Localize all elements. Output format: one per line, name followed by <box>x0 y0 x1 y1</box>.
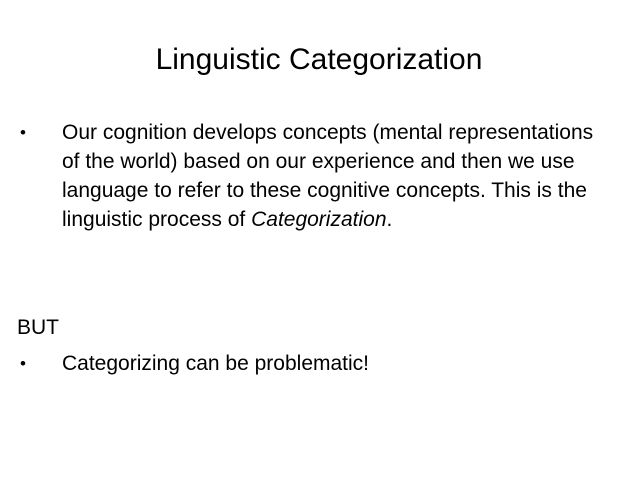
bullet-1-emphasis: Categorization <box>251 208 387 231</box>
bullet-item-1 <box>20 118 610 234</box>
bullet-item-2 <box>20 349 610 378</box>
bullet-text-1 <box>62 118 610 234</box>
slide-title: Linguistic Categorization <box>155 43 483 76</box>
bullet-1-text-before: Our cognition develops concepts (mental representations of the world) based on our experience and then we use language to refer to these cognitive concepts. This is the linguistic process of <box>62 121 594 231</box>
bullet-dot-icon: • <box>20 123 26 142</box>
bullet-dot-icon: • <box>20 354 26 373</box>
but-line: BUT <box>17 316 59 339</box>
bullet-1-text-after: . <box>386 208 393 231</box>
bullet-text-2: Categorizing can be problematic! <box>62 352 370 375</box>
